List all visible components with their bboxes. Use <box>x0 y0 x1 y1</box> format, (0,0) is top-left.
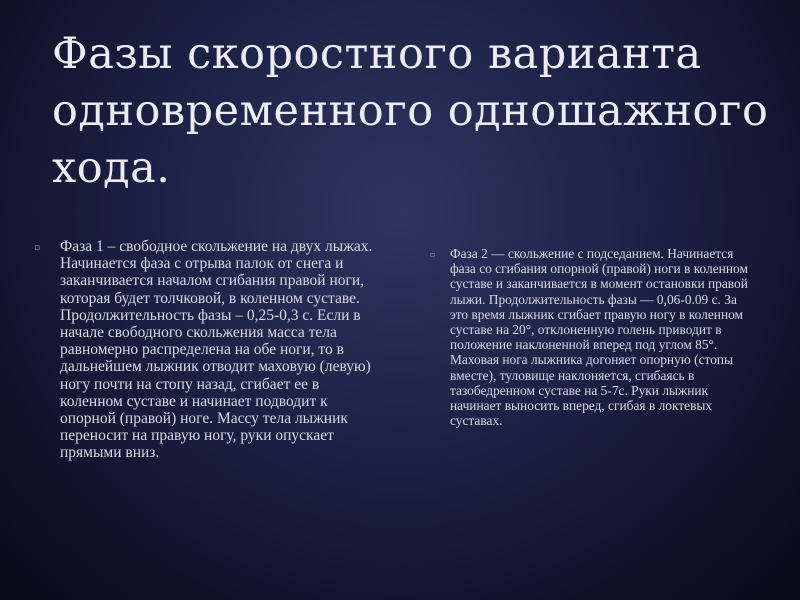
phase-1-text: Фаза 1 – свободное скольжение на двух лыжах. Начинается фаза с отрыва палок от снега и заканчивается началом сгибания правой ноги, которая будет толчковой, в коленном суставе. Продолжительность фазы – 0,25-0,3 с. Если в начале свободного скольжения масса тела равномерно распределена на обе ноги, то в дальнейшем лыжник отводит маховую (левую) ногу почти на стопу назад, сгибает ее в коленном суставе и начинает подводит к опорной (правой) ноге. Массу тела лыжник переносит на правую ногу, руки опускает прямыми вниз. <box>60 238 373 462</box>
left-column <box>34 238 374 462</box>
right-column <box>430 246 750 428</box>
list-item <box>430 246 750 428</box>
square-bullet-icon: ▫ <box>34 243 41 253</box>
square-bullet-icon: ▫ <box>430 250 436 259</box>
list-item <box>34 238 374 462</box>
slide-title: Фазы скоростного варианта одновременного одношажного хода. <box>52 29 769 193</box>
phase-2-text: Фаза 2 — скольжение с подседанием. Начинается фаза со сгибания опорной (правой) ноги в коленном суставе и заканчивается в момент остановки правой лыжи. Продолжительность фазы — 0,06-0.09 с. За это время лыжник сгибает правую ногу в коленном суставе на 20°, отклоненную голень приводит в положение наклоненной вперед под углом 85°. Маховая нога лыжника догоняет опорную (стопы вместе), туловище наклоняется, сгибаясь в тазобедренном суставе на 5-7с. Руки лыжник начинает выносить вперед, сгибая в локтевых суставах. <box>450 246 748 429</box>
